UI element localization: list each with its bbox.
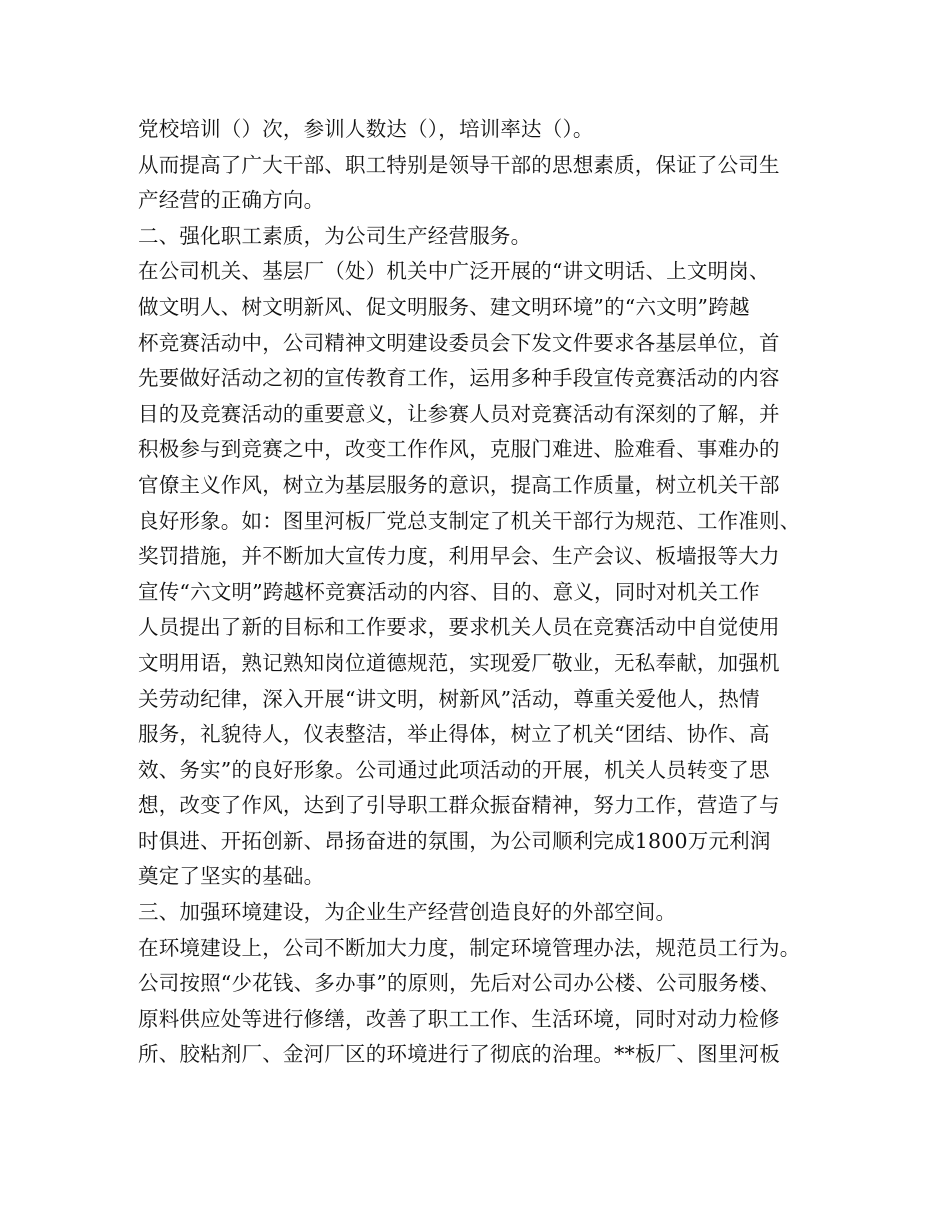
text-line: 在环境建设上，公司不断加大力度，制定环境管理办法，规范员工行为。 — [138, 935, 801, 960]
text-line: 关劳动纪律，深入开展“讲文明，树新风”活动，尊重关爱他人，热情 — [138, 686, 760, 711]
text-line: 时俱进、开拓创新、昂扬奋进的氛围，为公司顺利完成1800万元利润 — [138, 828, 771, 853]
text-line: 所、胶粘剂厂、金河厂区的环境进行了彻底的治理。**板厂、图里河板 — [138, 1042, 780, 1067]
text-line: 目的及竞赛活动的重要意义，让参赛人员对竞赛活动有深刻的了解，并 — [138, 401, 780, 426]
text-line: 杯竞赛活动中，公司精神文明建设委员会下发文件要求各基层单位，首 — [138, 330, 780, 355]
text-line: 奖罚措施，并不断加大宣传力度，利用早会、生产会议、板墙报等大力 — [138, 544, 780, 569]
text-line: 良好形象。如：图里河板厂党总支制定了机关干部行为规范、工作准则、 — [138, 508, 801, 533]
text-line: 服务，礼貌待人，仪表整洁，举止得体，树立了机关“团结、协作、高 — [138, 722, 770, 747]
section-heading: 二、强化职工素质，为公司生产经营服务。 — [138, 223, 532, 248]
section-heading: 三、加强环境建设，为企业生产经营创造良好的外部空间。 — [138, 900, 677, 925]
document-body — [138, 112, 828, 1073]
text-line: 产经营的正确方向。 — [138, 188, 325, 213]
text-line: 宣传“六文明”跨越杯竞赛活动的内容、目的、意义，同时对机关工作 — [138, 579, 760, 604]
text-line: 想，改变了作风，达到了引导职工群众振奋精神，努力工作，营造了与 — [138, 793, 780, 818]
text-line: 公司按照“少花钱、多办事”的原则，先后对公司办公楼、公司服务楼、 — [138, 971, 781, 996]
text-line: 积极参与到竞赛之中，改变工作作风，克服门难进、脸难看、事难办的 — [138, 437, 780, 462]
text-line: 人员提出了新的目标和工作要求，要求机关人员在竞赛活动中自觉使用 — [138, 615, 780, 640]
text-line: 党校培训（）次，参训人数达（），培训率达（）。 — [138, 117, 594, 141]
text-line: 奠定了坚实的基础。 — [138, 864, 325, 889]
text-line: 先要做好活动之初的宣传教育工作，运用多种手段宣传竞赛活动的内容 — [138, 366, 780, 391]
text-line: 文明用语，熟记熟知岗位道德规范，实现爱厂敬业，无私奉献，加强机 — [138, 650, 780, 675]
text-line: 从而提高了广大干部、职工特别是领导干部的思想素质，保证了公司生 — [138, 152, 780, 177]
text-line: 做文明人、树文明新风、促文明服务、建文明环境”的“六文明”跨越 — [138, 294, 750, 319]
text-line: 官僚主义作风，树立为基层服务的意识，提高工作质量，树立机关干部 — [138, 472, 780, 497]
text-line: 在公司机关、基层厂（处）机关中广泛开展的“讲文明话、上文明岗、 — [138, 259, 770, 284]
text-line: 原料供应处等进行修缮，改善了职工工作、生活环境，同时对动力检修 — [138, 1006, 780, 1031]
text-line: 效、务实”的良好形象。公司通过此项活动的开展，机关人员转变了思 — [138, 757, 770, 782]
